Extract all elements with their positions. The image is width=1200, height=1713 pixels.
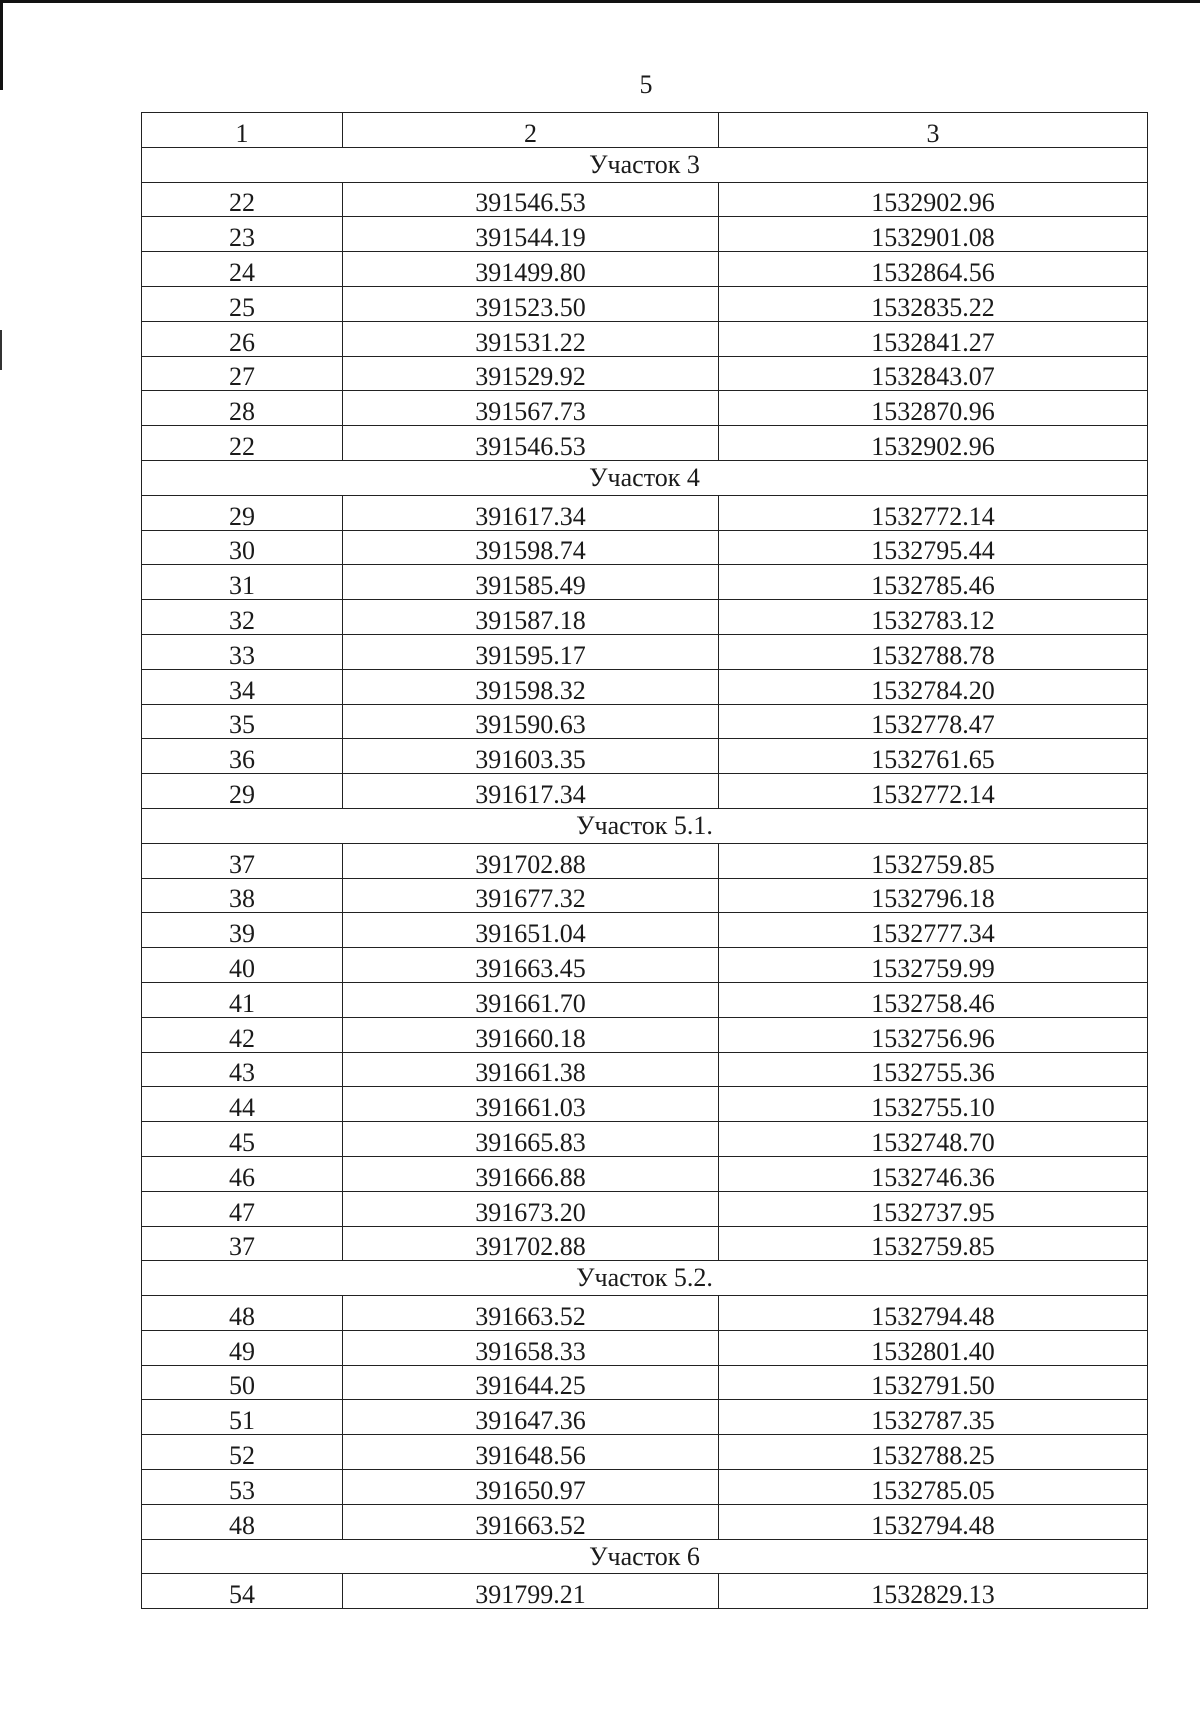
y-coordinate-cell: 1532864.56 xyxy=(719,252,1148,287)
table-row xyxy=(142,669,1148,704)
point-number-cell: 54 xyxy=(142,1574,343,1609)
table-row xyxy=(142,878,1148,913)
point-number-cell: 23 xyxy=(142,217,343,252)
x-coordinate-cell: 391546.53 xyxy=(343,426,719,461)
x-coordinate-cell: 391499.80 xyxy=(343,252,719,287)
x-coordinate-cell: 391663.52 xyxy=(343,1504,719,1539)
point-number-cell: 22 xyxy=(142,182,343,217)
section-title: Участок 6 xyxy=(142,1539,1148,1574)
y-coordinate-cell: 1532788.25 xyxy=(719,1435,1148,1470)
y-coordinate-cell: 1532902.96 xyxy=(719,426,1148,461)
x-coordinate-cell: 391660.18 xyxy=(343,1017,719,1052)
table-row xyxy=(142,1400,1148,1435)
y-coordinate-cell: 1532841.27 xyxy=(719,321,1148,356)
table-row xyxy=(142,286,1148,321)
x-coordinate-cell: 391587.18 xyxy=(343,600,719,635)
table-row xyxy=(142,1296,1148,1331)
x-coordinate-cell: 391663.45 xyxy=(343,948,719,983)
y-coordinate-cell: 1532756.96 xyxy=(719,1017,1148,1052)
point-number-cell: 52 xyxy=(142,1435,343,1470)
y-coordinate-cell: 1532772.14 xyxy=(719,774,1148,809)
table-row xyxy=(142,913,1148,948)
table-row xyxy=(142,252,1148,287)
table-row xyxy=(142,1052,1148,1087)
table-row xyxy=(142,1122,1148,1157)
table-row xyxy=(142,1191,1148,1226)
point-number-cell: 22 xyxy=(142,426,343,461)
table-row xyxy=(142,1087,1148,1122)
x-coordinate-cell: 391702.88 xyxy=(343,1226,719,1261)
point-number-cell: 29 xyxy=(142,774,343,809)
point-number-cell: 28 xyxy=(142,391,343,426)
point-number-cell: 32 xyxy=(142,600,343,635)
y-coordinate-cell: 1532755.36 xyxy=(719,1052,1148,1087)
x-coordinate-cell: 391529.92 xyxy=(343,356,719,391)
y-coordinate-cell: 1532870.96 xyxy=(719,391,1148,426)
header-cell: 3 xyxy=(719,113,1148,148)
point-number-cell: 45 xyxy=(142,1122,343,1157)
point-number-cell: 24 xyxy=(142,252,343,287)
table-row xyxy=(142,1470,1148,1505)
header-row xyxy=(142,113,1148,148)
y-coordinate-cell: 1532794.48 xyxy=(719,1504,1148,1539)
y-coordinate-cell: 1532829.13 xyxy=(719,1574,1148,1609)
x-coordinate-cell: 391661.38 xyxy=(343,1052,719,1087)
point-number-cell: 49 xyxy=(142,1330,343,1365)
y-coordinate-cell: 1532783.12 xyxy=(719,600,1148,635)
x-coordinate-cell: 391598.32 xyxy=(343,669,719,704)
y-coordinate-cell: 1532772.14 xyxy=(719,495,1148,530)
x-coordinate-cell: 391799.21 xyxy=(343,1574,719,1609)
x-coordinate-cell: 391590.63 xyxy=(343,704,719,739)
section-header-row xyxy=(142,1539,1148,1574)
section-header-row xyxy=(142,1261,1148,1296)
y-coordinate-cell: 1532746.36 xyxy=(719,1156,1148,1191)
header-cell: 1 xyxy=(142,113,343,148)
section-header-row xyxy=(142,460,1148,495)
y-coordinate-cell: 1532795.44 xyxy=(719,530,1148,565)
point-number-cell: 30 xyxy=(142,530,343,565)
point-number-cell: 38 xyxy=(142,878,343,913)
section-title: Участок 4 xyxy=(142,460,1148,495)
point-number-cell: 40 xyxy=(142,948,343,983)
table-row xyxy=(142,356,1148,391)
x-coordinate-cell: 391531.22 xyxy=(343,321,719,356)
y-coordinate-cell: 1532801.40 xyxy=(719,1330,1148,1365)
table-row xyxy=(142,426,1148,461)
y-coordinate-cell: 1532777.34 xyxy=(719,913,1148,948)
section-title: Участок 5.2. xyxy=(142,1261,1148,1296)
point-number-cell: 36 xyxy=(142,739,343,774)
point-number-cell: 42 xyxy=(142,1017,343,1052)
y-coordinate-cell: 1532901.08 xyxy=(719,217,1148,252)
section-header-row xyxy=(142,808,1148,843)
y-coordinate-cell: 1532794.48 xyxy=(719,1296,1148,1331)
point-number-cell: 35 xyxy=(142,704,343,739)
y-coordinate-cell: 1532748.70 xyxy=(719,1122,1148,1157)
coordinates-table xyxy=(141,112,1148,1609)
x-coordinate-cell: 391617.34 xyxy=(343,495,719,530)
page-number: 5 xyxy=(639,70,653,99)
point-number-cell: 47 xyxy=(142,1191,343,1226)
x-coordinate-cell: 391663.52 xyxy=(343,1296,719,1331)
section-title: Участок 3 xyxy=(142,147,1148,182)
x-coordinate-cell: 391595.17 xyxy=(343,634,719,669)
x-coordinate-cell: 391617.34 xyxy=(343,774,719,809)
x-coordinate-cell: 391650.97 xyxy=(343,1470,719,1505)
y-coordinate-cell: 1532843.07 xyxy=(719,356,1148,391)
point-number-cell: 48 xyxy=(142,1504,343,1539)
table-row xyxy=(142,1156,1148,1191)
scan-edge xyxy=(0,0,1200,3)
point-number-cell: 43 xyxy=(142,1052,343,1087)
point-number-cell: 39 xyxy=(142,913,343,948)
x-coordinate-cell: 391677.32 xyxy=(343,878,719,913)
table-row xyxy=(142,530,1148,565)
scan-edge xyxy=(0,330,2,370)
y-coordinate-cell: 1532835.22 xyxy=(719,286,1148,321)
y-coordinate-cell: 1532759.85 xyxy=(719,843,1148,878)
header-cell: 2 xyxy=(343,113,719,148)
section-title: Участок 5.1. xyxy=(142,808,1148,843)
y-coordinate-cell: 1532761.65 xyxy=(719,739,1148,774)
point-number-cell: 34 xyxy=(142,669,343,704)
table-row xyxy=(142,704,1148,739)
y-coordinate-cell: 1532796.18 xyxy=(719,878,1148,913)
table-row xyxy=(142,217,1148,252)
table-row xyxy=(142,1504,1148,1539)
table-row xyxy=(142,739,1148,774)
y-coordinate-cell: 1532778.47 xyxy=(719,704,1148,739)
point-number-cell: 37 xyxy=(142,1226,343,1261)
point-number-cell: 44 xyxy=(142,1087,343,1122)
table-row xyxy=(142,843,1148,878)
x-coordinate-cell: 391665.83 xyxy=(343,1122,719,1157)
x-coordinate-cell: 391702.88 xyxy=(343,843,719,878)
table-row xyxy=(142,1365,1148,1400)
x-coordinate-cell: 391603.35 xyxy=(343,739,719,774)
table-row xyxy=(142,634,1148,669)
y-coordinate-cell: 1532755.10 xyxy=(719,1087,1148,1122)
x-coordinate-cell: 391666.88 xyxy=(343,1156,719,1191)
point-number-cell: 53 xyxy=(142,1470,343,1505)
point-number-cell: 27 xyxy=(142,356,343,391)
y-coordinate-cell: 1532785.46 xyxy=(719,565,1148,600)
table-row xyxy=(142,982,1148,1017)
table-row xyxy=(142,1226,1148,1261)
table-row xyxy=(142,321,1148,356)
point-number-cell: 51 xyxy=(142,1400,343,1435)
x-coordinate-cell: 391661.70 xyxy=(343,982,719,1017)
point-number-cell: 31 xyxy=(142,565,343,600)
x-coordinate-cell: 391598.74 xyxy=(343,530,719,565)
section-header-row xyxy=(142,147,1148,182)
table-row xyxy=(142,565,1148,600)
table-row xyxy=(142,1574,1148,1609)
point-number-cell: 50 xyxy=(142,1365,343,1400)
point-number-cell: 46 xyxy=(142,1156,343,1191)
table-row xyxy=(142,600,1148,635)
x-coordinate-cell: 391661.03 xyxy=(343,1087,719,1122)
x-coordinate-cell: 391544.19 xyxy=(343,217,719,252)
x-coordinate-cell: 391651.04 xyxy=(343,913,719,948)
x-coordinate-cell: 391647.36 xyxy=(343,1400,719,1435)
y-coordinate-cell: 1532791.50 xyxy=(719,1365,1148,1400)
y-coordinate-cell: 1532788.78 xyxy=(719,634,1148,669)
table-row xyxy=(142,495,1148,530)
point-number-cell: 33 xyxy=(142,634,343,669)
y-coordinate-cell: 1532784.20 xyxy=(719,669,1148,704)
point-number-cell: 48 xyxy=(142,1296,343,1331)
point-number-cell: 41 xyxy=(142,982,343,1017)
x-coordinate-cell: 391567.73 xyxy=(343,391,719,426)
x-coordinate-cell: 391585.49 xyxy=(343,565,719,600)
table-row xyxy=(142,1330,1148,1365)
table-body xyxy=(142,113,1148,1609)
table-row xyxy=(142,774,1148,809)
table-row xyxy=(142,1435,1148,1470)
x-coordinate-cell: 391673.20 xyxy=(343,1191,719,1226)
table-row xyxy=(142,391,1148,426)
point-number-cell: 37 xyxy=(142,843,343,878)
y-coordinate-cell: 1532785.05 xyxy=(719,1470,1148,1505)
point-number-cell: 29 xyxy=(142,495,343,530)
y-coordinate-cell: 1532902.96 xyxy=(719,182,1148,217)
y-coordinate-cell: 1532737.95 xyxy=(719,1191,1148,1226)
y-coordinate-cell: 1532758.46 xyxy=(719,982,1148,1017)
x-coordinate-cell: 391523.50 xyxy=(343,286,719,321)
point-number-cell: 25 xyxy=(142,286,343,321)
table-row xyxy=(142,182,1148,217)
y-coordinate-cell: 1532787.35 xyxy=(719,1400,1148,1435)
table-row xyxy=(142,948,1148,983)
x-coordinate-cell: 391658.33 xyxy=(343,1330,719,1365)
x-coordinate-cell: 391648.56 xyxy=(343,1435,719,1470)
y-coordinate-cell: 1532759.85 xyxy=(719,1226,1148,1261)
x-coordinate-cell: 391644.25 xyxy=(343,1365,719,1400)
point-number-cell: 26 xyxy=(142,321,343,356)
table-row xyxy=(142,1017,1148,1052)
x-coordinate-cell: 391546.53 xyxy=(343,182,719,217)
y-coordinate-cell: 1532759.99 xyxy=(719,948,1148,983)
